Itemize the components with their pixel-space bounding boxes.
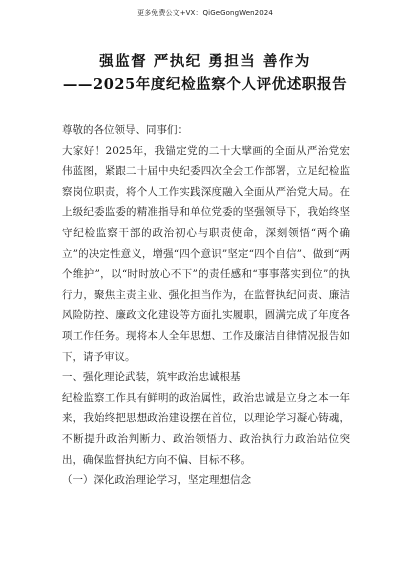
header-note: 更多免费公文+VX：QiGeGongWen2024 xyxy=(137,9,273,17)
section-heading-1: 一、强化理论武装，筑牢政治忠诚根基 xyxy=(62,371,241,384)
salutation: 尊敬的各位领导、同事们： xyxy=(62,124,188,136)
document-title: 强监督 严执纪 勇担当 善作为 xyxy=(99,53,311,70)
document-subtitle: ——2025年度纪检监察个人评优述职报告 xyxy=(62,76,348,93)
paragraph-intro: 大家好！2025年，我锚定党的二十大擘画的全面从严治党宏伟蓝图，紧跟二十届中央纪委四次全会工作部署，立足纪检监察岗位职责，将个人工作实践深度融入全面从严治党大局。在上级纪委监委的精准指导和单位党委的坚强领导下，我始终坚守纪检监察干部的政治初心与职责使命，深刻领悟“两个确立”的决定性意义，增强“四个意识”坚定“四个自信”、做到“两个维护”，以“时时放心不下”的责任感和“事事落实到位”的执行力，聚焦主责主业、强化担当作为，在监督执纪问责、廉洁风险防控、廉政文化建设等方面扎实履职，圆满完成了年度各项工作任务。现将本人全年思想、工作及廉洁自律情况报告如下，请予审议。 xyxy=(62,144,350,363)
document-body xyxy=(62,120,350,491)
paragraph-section-1: 纪检监察工作具有鲜明的政治属性，政治忠诚是立身之本一年来，我始终把思想政治建设摆在首位，以理论学习凝心铸魂，不断提升政治判断力、政治领悟力、政治执行力政治站位突出，确保监督执纪方向不偏、目标不移。 xyxy=(62,391,350,466)
subsection-heading-1: （一）深化政治理论学习，坚定理想信念 xyxy=(62,474,251,487)
